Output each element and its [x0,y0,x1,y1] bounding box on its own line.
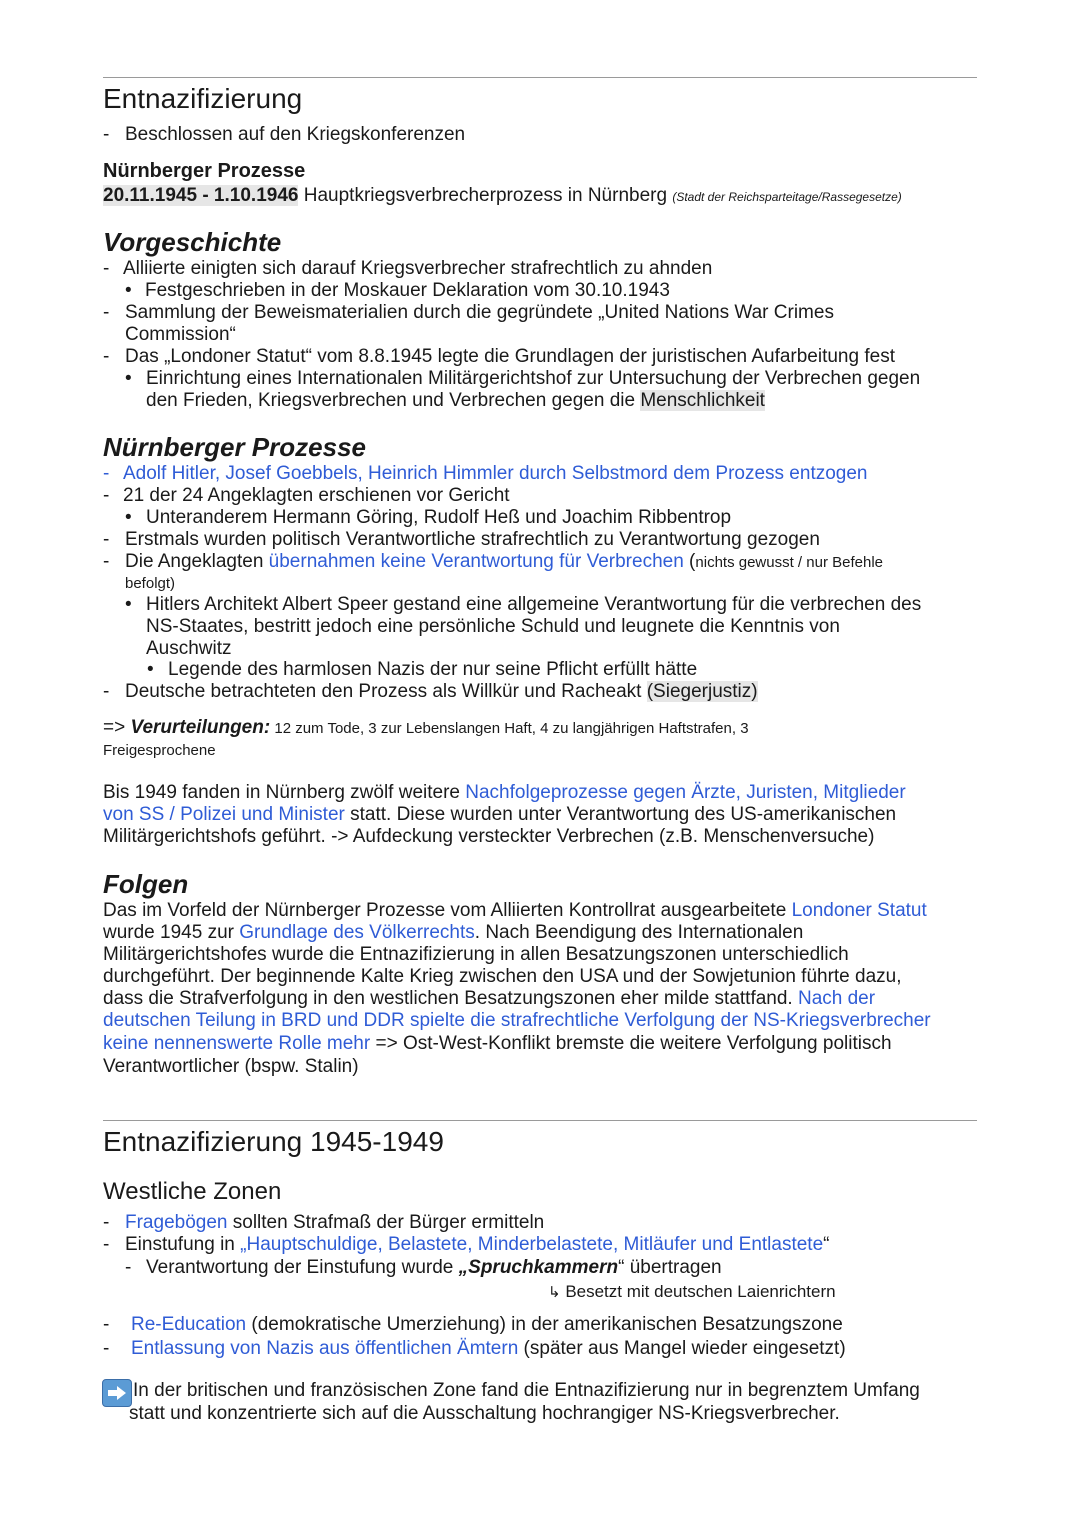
zonen-line-3 [146,1257,722,1279]
subheading-westliche-zonen: Westliche Zonen [103,1178,282,1205]
dash-marker: - [103,124,110,145]
dash-marker: - [103,1212,110,1233]
dash-marker: - [125,1257,132,1278]
dash-marker: - [103,302,110,323]
text: => Ost-West-Konflikt bremste die weitere Verfolgung politisch [370,1033,892,1054]
section-title-entnazifizierung: Entnazifizierung [103,83,303,114]
link-text: „Hauptschuldige, Belastete, Minderbelastete, Mitläufer und Entlastete [240,1234,824,1255]
vorgeschichte-line-6: Einrichtung eines Internationalen Militärgerichtshof zur Untersuchung der Verbrechen gegen [146,368,921,389]
link-text: Fragebögen [125,1212,228,1233]
dash-marker: - [103,681,110,702]
right-arrow-glyph [107,1385,127,1401]
dash-marker: - [103,551,110,572]
prozesse-line-1: Adolf Hitler, Josef Goebbels, Heinrich Himmler durch Selbstmord dem Prozess entzogen [123,463,868,484]
text: Deutsche betrachteten den Prozess als Willkür und Racheakt [125,681,647,702]
section-divider [103,1120,977,1121]
right-arrow-icon [102,1379,132,1407]
dash-marker: - [103,529,110,550]
prozesse-line-6: befolgt) [125,575,176,592]
link-text: Grundlage des Völkerrechts [239,922,475,943]
dates-note: (Stadt der Reichsparteitage/Rassegesetze) [672,190,902,204]
corner-arrow-icon: ↳ [548,1284,561,1301]
zonen-line-5 [131,1314,843,1336]
heading-folgen: Folgen [103,869,189,899]
zonen-line-1 [125,1212,544,1234]
bullet-dot: • [125,368,132,389]
dates-line [103,185,902,208]
link-text: Re-Education [131,1314,247,1335]
text: Das im Vorfeld der Nürnberger Prozesse vom Alliierten Kontrollrat ausgearbeitete [103,900,792,921]
prozesse-line-9: Auschwitz [146,638,232,659]
link-text: keine nennenswerte Rolle mehr [103,1033,371,1054]
bullet-dot: • [125,280,132,301]
prozesse-line-8: NS-Staates, bestritt jedoch eine persönliche Schuld und leugnete die Kenntnis von [146,616,840,637]
text: (später aus Mangel wieder eingesetzt) [518,1338,846,1359]
vorgeschichte-line-7 [146,390,765,412]
folgen-line-1 [103,900,927,922]
bullet-dot: • [147,659,154,680]
highlight-menschlichkeit: Menschlichkeit [640,390,765,411]
folgen-line-5 [103,988,875,1010]
text: (demokratische Umerziehung) in der amerikanischen Besatzungszone [246,1314,843,1335]
zonen-line-2 [125,1234,829,1256]
text: Verantwortung der Einstufung wurde [146,1257,459,1278]
text: “ [823,1234,830,1255]
zonen-line-6 [131,1338,846,1360]
bullet-kriegskonferenzen: Beschlossen auf den Kriegskonferenzen [125,124,466,145]
vorgeschichte-line-1: Alliierte einigten sich darauf Kriegsverbrecher strafrechtlich zu ahnden [123,258,713,279]
vorgeschichte-line-5: Das „Londoner Statut“ vom 8.8.1945 legte die Grundlagen der juristischen Aufarbeitung fest [125,346,895,367]
text: statt. Diese wurden unter Verantwortung des US-amerikanischen [344,804,897,825]
vorgeschichte-line-4: Commission“ [125,324,236,345]
prozesse-line-4: Erstmals wurden politisch Verantwortliche strafrechtlich zu Verantwortung gezogen [125,529,820,550]
prozesse-line-5 [125,551,883,574]
dates-text: Hauptkriegsverbrecherprozess in Nürnberg [303,185,668,206]
text: ( [683,551,696,572]
bullet-dot: • [125,507,132,528]
vorgeschichte-line-3: Sammlung der Beweismaterialien durch die gegründete „United Nations War Crimes [125,302,834,323]
text: wurde 1945 zur [103,922,240,943]
folgen-line-2 [103,922,803,944]
text: sollten Strafmaß der Bürger ermitteln [227,1212,545,1233]
dash-marker: - [103,258,110,279]
dash-marker: - [103,1338,110,1359]
text-small: nichts gewusst / nur Befehle [695,554,883,571]
text: Einstufung in [125,1234,241,1255]
note-line-2: statt und konzentrierte sich auf die Ausschaltung hochrangiger NS-Kriegsverbrecher. [129,1403,840,1424]
nachfolge-line-1 [103,782,906,804]
text: dass die Strafverfolgung in den westlichen Besatzungszonen eher milde stattfand. [103,988,798,1009]
text: Bis 1949 fanden in Nürnberg zwölf weitere [103,782,466,803]
text: den Frieden, Kriegsverbrechen und Verbrechen gegen die [146,390,641,411]
nachfolge-line-3: Militärgerichtshofs geführt. -> Aufdeckung versteckter Verbrechen (z.B. Menschenversuche) [103,826,875,847]
dash-marker: - [103,1314,110,1335]
verdict-line [103,717,749,740]
zonen-line-4 [548,1281,836,1304]
top-divider [103,77,977,78]
date-range: 20.11.1945 - 1.10.1946 [103,185,299,206]
prozesse-line-2: 21 der 24 Angeklagten erschienen vor Gericht [123,485,510,506]
text: Die Angeklagten [125,551,269,572]
folgen-line-3: Militärgerichtshofes wurde die Entnazifizierung in allen Besatzungszonen unterschiedlich [103,944,849,965]
text: “ übertragen [618,1257,722,1278]
vorgeschichte-line-2: Festgeschrieben in der Moskauer Deklaration vom 30.10.1943 [145,280,670,301]
text: Besetzt mit deutschen Laienrichtern [565,1282,836,1301]
prozesse-line-3: Unteranderem Hermann Göring, Rudolf Heß und Joachim Ribbentrop [146,507,732,528]
link-text: Entlassung von Nazis aus öffentlichen Ämtern [131,1338,519,1359]
verdict-text: 12 zum Tode, 3 zur Lebenslangen Haft, 4 zu langjährigen Haftstrafen, 3 [270,720,749,737]
prozesse-line-10: Legende des harmlosen Nazis der nur seine Pflicht erfüllt hätte [168,659,698,680]
link-text: übernahmen keine Verantwortung für Verbrechen [268,551,684,572]
heading-nuernberger-prozesse: Nürnberger Prozesse [103,432,366,462]
dash-marker: - [103,485,110,506]
spruchkammern: „Spruchkammern [458,1257,619,1278]
dash-marker: - [103,1234,110,1255]
heading-vorgeschichte: Vorgeschichte [103,227,282,257]
prozesse-line-7: Hitlers Architekt Albert Speer gestand eine allgemeine Verantwortung für die verbrechen des [146,594,922,615]
link-text: Nachfolgeprozesse gegen Ärzte, Juristen, Mitglieder [465,782,906,803]
note-line-1: In der britischen und französischen Zone fand die Entnazifizierung nur in begrenztem Umfang [133,1380,920,1401]
dash-marker: - [103,346,110,367]
section-title-entnazifizierung-1945-1949: Entnazifizierung 1945-1949 [103,1126,444,1157]
bullet-dot: • [125,594,132,615]
link-text: von SS / Polizei und Minister [103,804,345,825]
subheading-nuernberger-prozesse: Nürnberger Prozesse [103,160,306,182]
verdict-label: Verurteilungen: [130,717,271,738]
nachfolge-line-2 [103,804,896,826]
link-text: Nach der [797,988,876,1009]
folgen-line-4: durchgeführt. Der beginnende Kalte Krieg zwischen den USA und der Sowjetunion führte dazu, [103,966,902,987]
highlight-siegerjustiz: (Siegerjustiz) [646,681,758,702]
dash-marker: - [103,463,110,484]
folgen-line-7 [103,1033,892,1055]
text: . Nach Beendigung des Internationalen [474,922,804,943]
folgen-line-8: Verantwortlicher (bspw. Stalin) [103,1056,359,1077]
folgen-line-6: deutschen Teilung in BRD und DDR spielte die strafrechtliche Verfolgung der NS-Kriegsverbrecher [103,1010,931,1031]
prozesse-line-11 [125,681,758,703]
verdict-line-2: Freigesprochene [103,742,216,759]
text: => [103,717,131,738]
link-text: Londoner Statut [791,900,927,921]
